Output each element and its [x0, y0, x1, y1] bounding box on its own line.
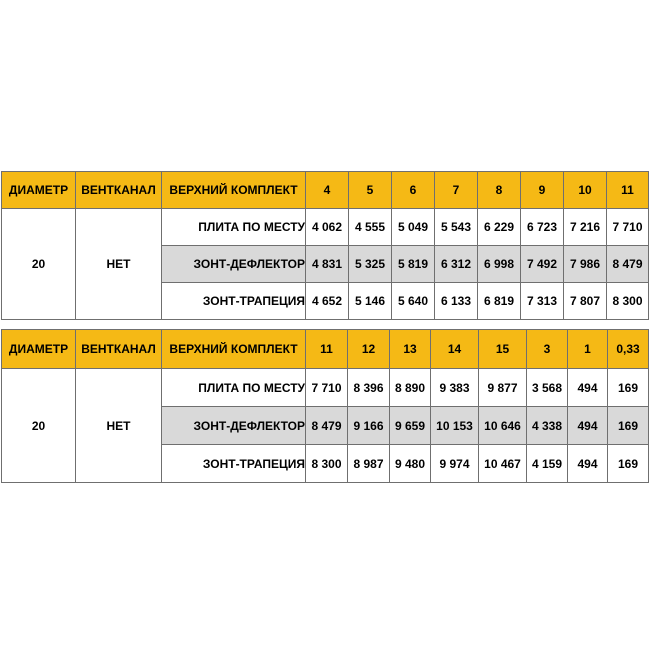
- diameter-cell: 20: [2, 369, 76, 483]
- price-cell: 494: [568, 369, 608, 407]
- price-cell: 7 492: [521, 246, 564, 283]
- price-cell: 5 640: [392, 283, 435, 320]
- price-cell: 5 819: [392, 246, 435, 283]
- header-column: 13: [390, 330, 431, 369]
- price-cell: 4 555: [349, 209, 392, 246]
- price-cell: 5 543: [435, 209, 478, 246]
- price-table-1: [1, 171, 649, 320]
- price-cell: 9 659: [390, 407, 431, 445]
- price-cell: 5 049: [392, 209, 435, 246]
- header-row: [2, 330, 649, 369]
- price-cell: 6 133: [435, 283, 478, 320]
- top-kit-label: ЗОНТ-ДЕФЛЕКТОР: [162, 407, 306, 445]
- header-column: 12: [348, 330, 390, 369]
- header-ventkanal: ВЕНТКАНАЛ: [76, 172, 162, 209]
- price-cell: 10 153: [431, 407, 479, 445]
- price-cell: 4 831: [306, 246, 349, 283]
- table-row: [2, 369, 649, 407]
- price-table-2: [1, 329, 649, 483]
- top-kit-label: ПЛИТА ПО МЕСТУ: [162, 209, 306, 246]
- price-cell: 9 383: [431, 369, 479, 407]
- top-kit-label: ЗОНТ-ДЕФЛЕКТОР: [162, 246, 306, 283]
- header-diameter: ДИАМЕТР: [2, 172, 76, 209]
- price-cell: 9 974: [431, 445, 479, 483]
- top-kit-label: ЗОНТ-ТРАПЕЦИЯ: [162, 445, 306, 483]
- price-cell: 9 480: [390, 445, 431, 483]
- header-column: 14: [431, 330, 479, 369]
- price-cell: 9 877: [479, 369, 527, 407]
- price-cell: 7 710: [306, 369, 348, 407]
- ventkanal-cell: НЕТ: [76, 369, 162, 483]
- table-row: [2, 209, 649, 246]
- top-kit-label: ПЛИТА ПО МЕСТУ: [162, 369, 306, 407]
- header-column: 10: [564, 172, 607, 209]
- price-cell: 494: [568, 445, 608, 483]
- price-cell: 10 467: [479, 445, 527, 483]
- price-cell: 9 166: [348, 407, 390, 445]
- header-ventkanal: ВЕНТКАНАЛ: [76, 330, 162, 369]
- price-cell: 7 986: [564, 246, 607, 283]
- price-cell: 3 568: [527, 369, 568, 407]
- price-cell: 169: [608, 369, 649, 407]
- price-cell: 10 646: [479, 407, 527, 445]
- header-top-kit: ВЕРХНИЙ КОМПЛЕКТ: [162, 172, 306, 209]
- price-cell: 6 312: [435, 246, 478, 283]
- header-column: 11: [607, 172, 649, 209]
- price-cell: 7 313: [521, 283, 564, 320]
- ventkanal-cell: НЕТ: [76, 209, 162, 320]
- top-kit-label: ЗОНТ-ТРАПЕЦИЯ: [162, 283, 306, 320]
- price-cell: 169: [608, 407, 649, 445]
- price-cell: 7 807: [564, 283, 607, 320]
- price-cell: 8 300: [607, 283, 649, 320]
- price-cell: 4 159: [527, 445, 568, 483]
- header-column: 15: [479, 330, 527, 369]
- header-column: 9: [521, 172, 564, 209]
- price-cell: 4 062: [306, 209, 349, 246]
- header-row: [2, 172, 649, 209]
- header-column: 1: [568, 330, 608, 369]
- header-column: 11: [306, 330, 348, 369]
- header-column: 5: [349, 172, 392, 209]
- diameter-cell: 20: [2, 209, 76, 320]
- header-column: 6: [392, 172, 435, 209]
- price-cell: 7 216: [564, 209, 607, 246]
- price-cell: 8 300: [306, 445, 348, 483]
- price-cell: 6 819: [478, 283, 521, 320]
- header-column: 4: [306, 172, 349, 209]
- header-top-kit: ВЕРХНИЙ КОМПЛЕКТ: [162, 330, 306, 369]
- price-cell: 8 479: [306, 407, 348, 445]
- price-cell: 6 998: [478, 246, 521, 283]
- price-cell: 8 479: [607, 246, 649, 283]
- price-cell: 5 146: [349, 283, 392, 320]
- price-cell: 6 229: [478, 209, 521, 246]
- price-cell: 4 652: [306, 283, 349, 320]
- header-column: 0,33: [608, 330, 649, 369]
- price-cell: 8 987: [348, 445, 390, 483]
- price-cell: 8 396: [348, 369, 390, 407]
- header-column: 7: [435, 172, 478, 209]
- price-cell: 5 325: [349, 246, 392, 283]
- price-cell: 8 890: [390, 369, 431, 407]
- header-diameter: ДИАМЕТР: [2, 330, 76, 369]
- price-cell: 4 338: [527, 407, 568, 445]
- header-column: 8: [478, 172, 521, 209]
- price-cell: 169: [608, 445, 649, 483]
- header-column: 3: [527, 330, 568, 369]
- price-cell: 6 723: [521, 209, 564, 246]
- price-cell: 494: [568, 407, 608, 445]
- price-cell: 7 710: [607, 209, 649, 246]
